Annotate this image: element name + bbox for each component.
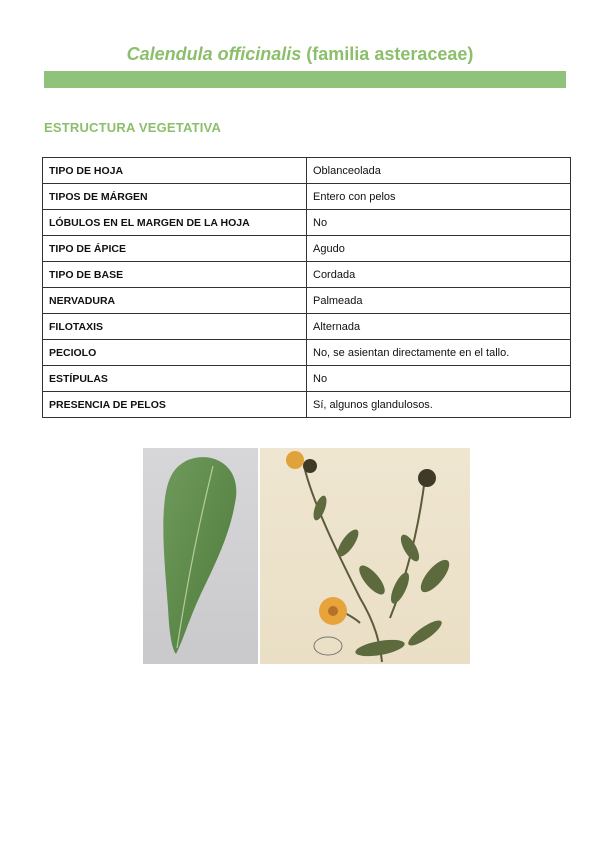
row-value: No (307, 210, 571, 236)
table-row (43, 314, 571, 340)
table-row (43, 366, 571, 392)
row-value: Oblanceolada (307, 158, 571, 184)
table-row (43, 340, 571, 366)
row-key: TIPO DE BASE (43, 262, 307, 288)
row-key: LÓBULOS EN EL MARGEN DE LA HOJA (43, 210, 307, 236)
row-key: PECIOLO (43, 340, 307, 366)
row-value: Cordada (307, 262, 571, 288)
table-row (43, 392, 571, 418)
table-row (43, 210, 571, 236)
table-row (43, 158, 571, 184)
row-key: FILOTAXIS (43, 314, 307, 340)
row-key: NERVADURA (43, 288, 307, 314)
vegetative-structure-table (42, 157, 571, 418)
row-value: Alternada (307, 314, 571, 340)
row-value: Sí, algunos glandulosos. (307, 392, 571, 418)
leaf-photo (143, 448, 258, 664)
row-value: No (307, 366, 571, 392)
row-key: TIPOS DE MÁRGEN (43, 184, 307, 210)
species-name: Calendula officinalis (126, 44, 302, 64)
row-key: PRESENCIA DE PELOS (43, 392, 307, 418)
table-row (43, 262, 571, 288)
section-heading: ESTRUCTURA VEGETATIVA (44, 120, 222, 135)
row-value: Palmeada (307, 288, 571, 314)
table-row (43, 184, 571, 210)
family-name: (familia asteraceae) (301, 44, 474, 64)
row-value: Entero con pelos (307, 184, 571, 210)
table-row (43, 288, 571, 314)
row-key: TIPO DE HOJA (43, 158, 307, 184)
title-underline-bar (44, 71, 566, 88)
table-row (43, 236, 571, 262)
row-value: No, se asientan directamente en el tallo. (307, 340, 571, 366)
specimen-photos (143, 448, 470, 664)
row-key: TIPO DE ÁPICE (43, 236, 307, 262)
row-value: Agudo (307, 236, 571, 262)
leaf-illustration (143, 448, 258, 664)
herbarium-illustration (260, 448, 470, 664)
row-key: ESTÍPULAS (43, 366, 307, 392)
page-title (0, 44, 600, 65)
herbarium-specimen-photo (260, 448, 470, 664)
